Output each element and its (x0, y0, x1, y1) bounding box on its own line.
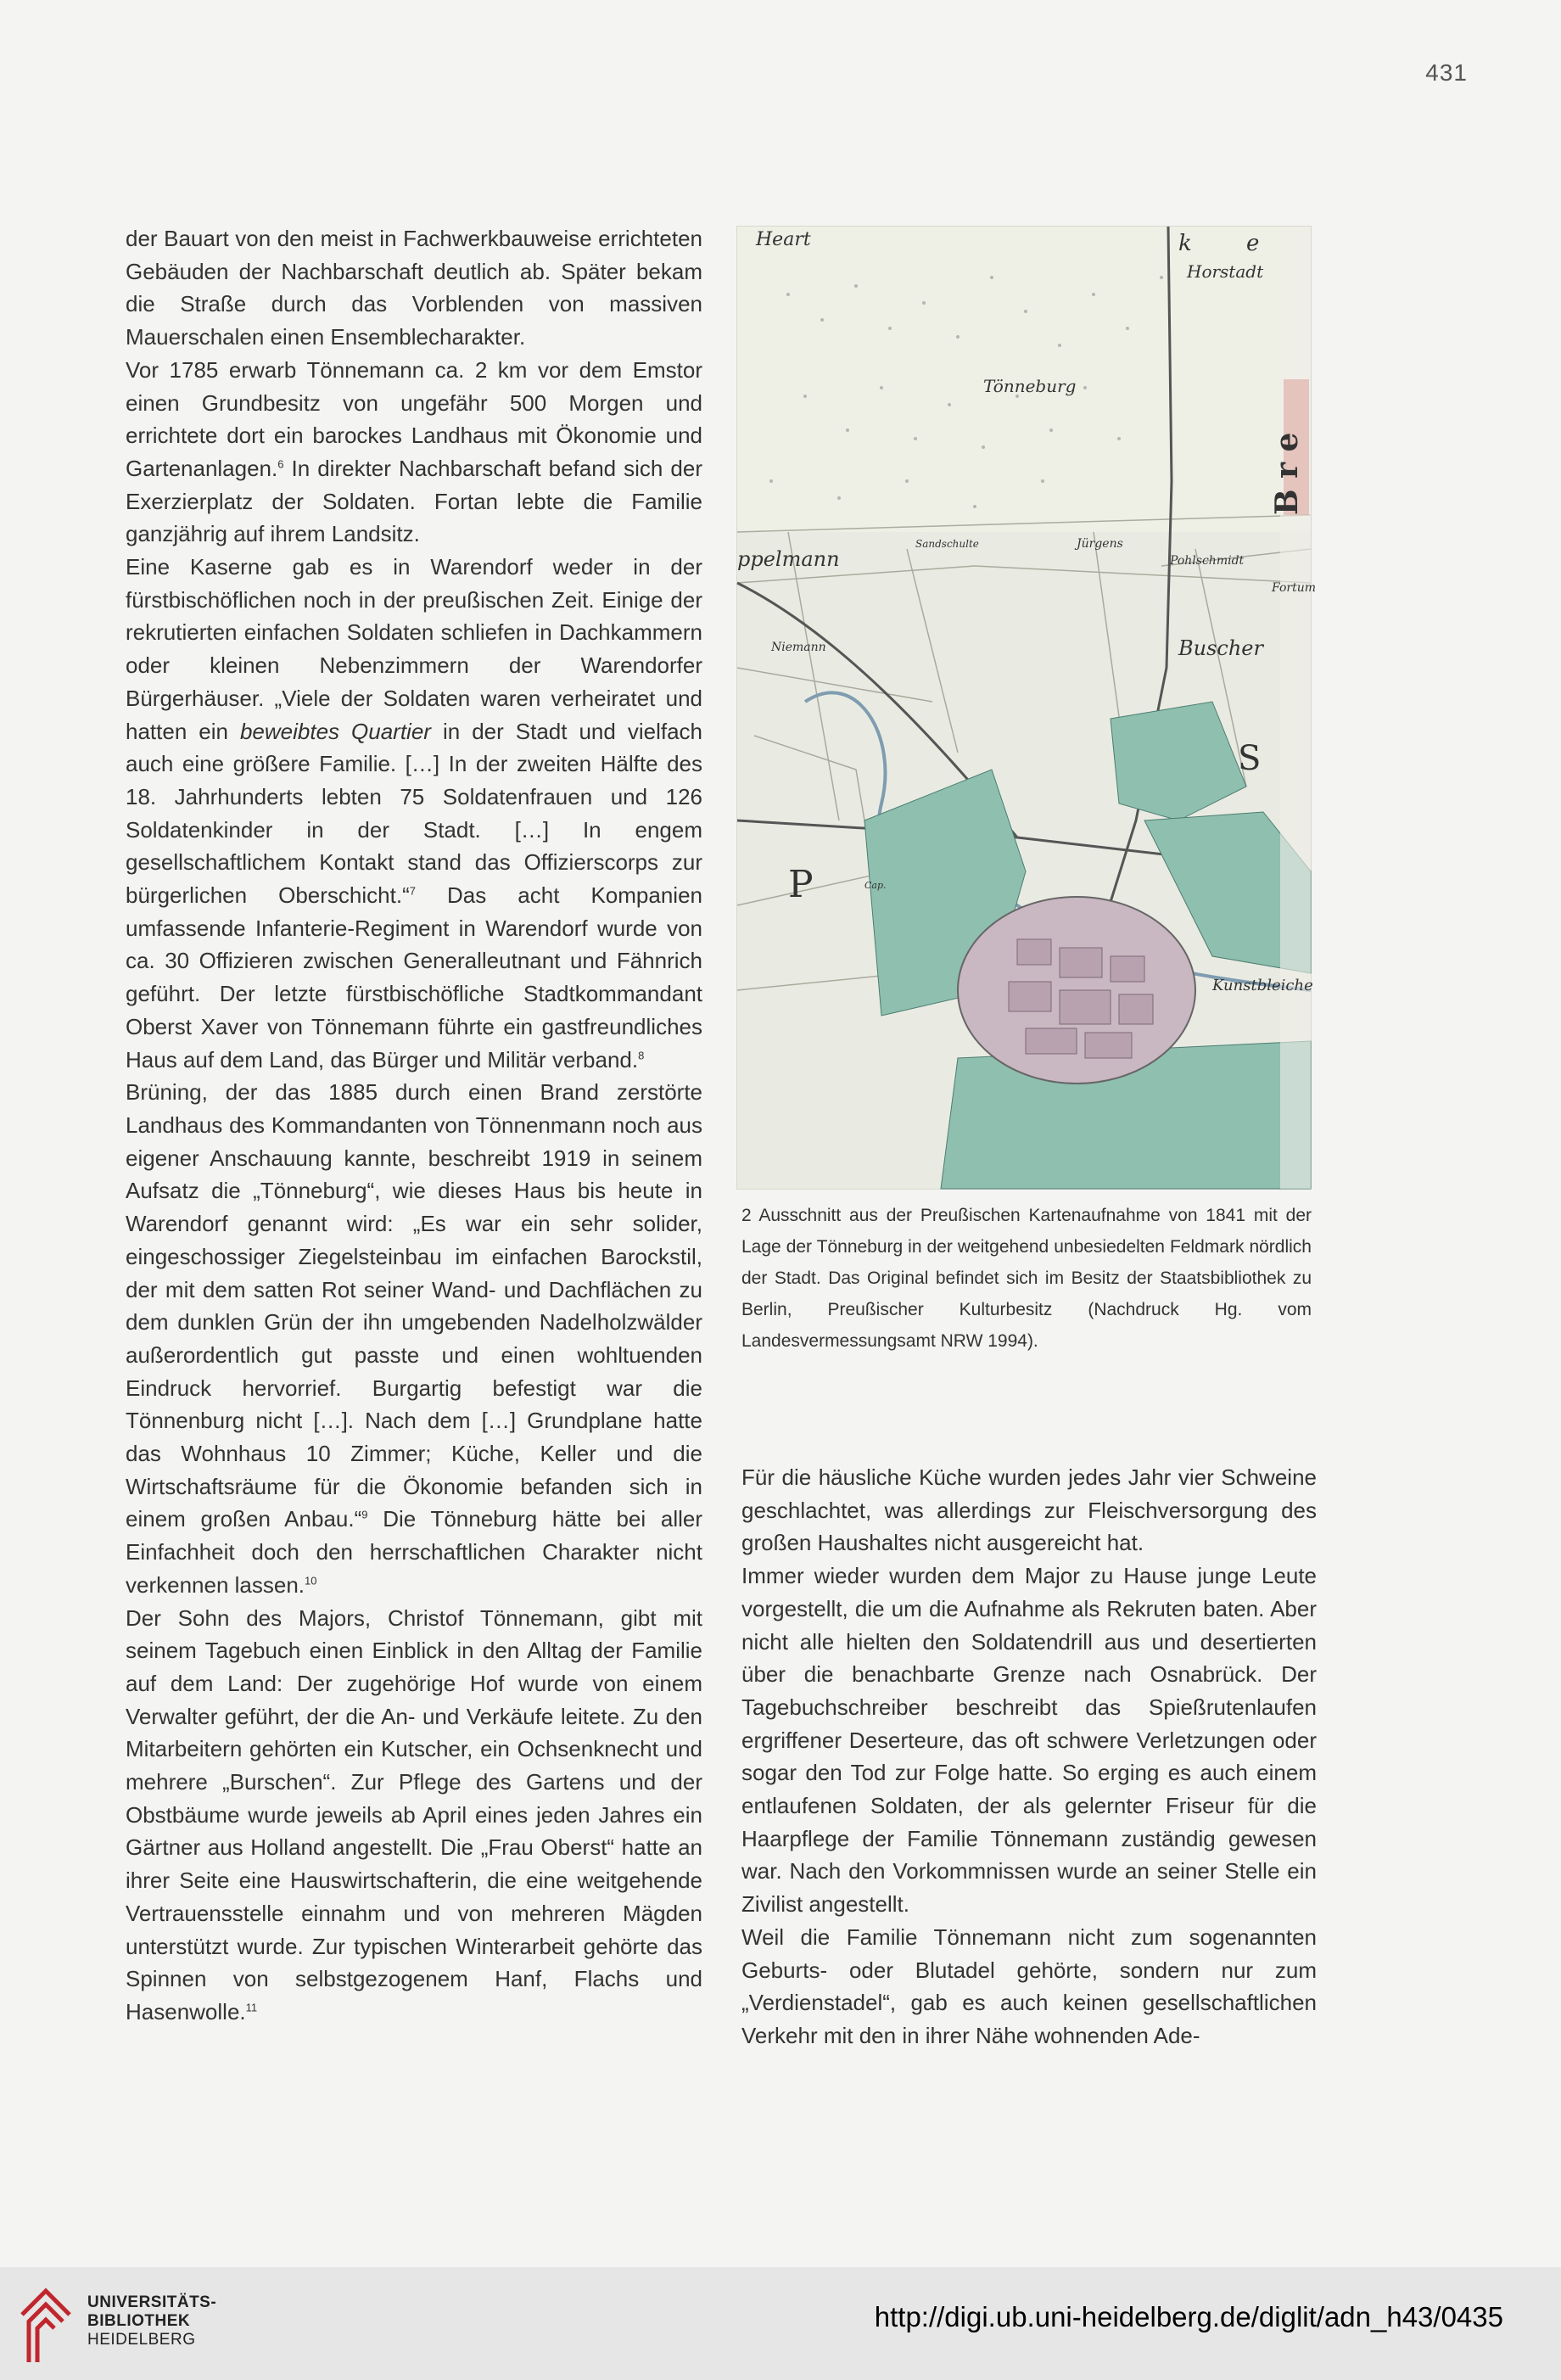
text: Die Tönneburg hätte bei aller Einfachheit doch den herrschaftlichen Charakter nicht verkennen lassen. (126, 1506, 702, 1598)
paragraph (126, 1076, 702, 1601)
library-name (87, 2293, 216, 2349)
map-image (737, 227, 1316, 1189)
text: in der Stadt und vielfach auch eine größere Familie. […] In der zweiten Hälfte des 18. Jahrhunderts lebten 75 Soldatenfrauen und 126 Soldatenkinder in der Stadt. […] In engem gesellschaftlichem Kontakt stand das Offizierscorps zur bürgerlichen Oberschicht.“ (126, 718, 702, 909)
footnote-ref[interactable]: 8 (638, 1048, 645, 1061)
footnote-ref[interactable]: 9 (361, 1508, 368, 1521)
map-label: e (1246, 231, 1260, 256)
emphasis-text: beweibtes Quartier (239, 718, 431, 744)
map-label: Sandschulte (915, 538, 979, 550)
library-name-line: UNIVERSITÄTS- (87, 2293, 217, 2311)
map-label: S (1238, 739, 1262, 778)
permalink-url[interactable]: http://digi.ub.uni-heidelberg.de/diglit/adn_h43/0435 (874, 2301, 1503, 2332)
map-label: Heart (756, 229, 811, 250)
map-label: Horstadt (1187, 261, 1264, 282)
map-label: P (788, 863, 814, 906)
footnote-ref[interactable]: 11 (245, 2001, 258, 2014)
paragraph (126, 354, 702, 551)
page-number: 431 (1425, 59, 1468, 86)
text: Brüning, der das 1885 durch einen Brand zerstörte Landhaus des Kommandanten von Tönnenmann noch aus eigener Anschauung kannte, beschreibt 1919 in seinem Aufsatz die „Tönneburg“, wie dieses Haus bis heute in Warendorf genannt wird: „Es war ein sehr solider, eingeschossiger Ziegelsteinbau im einfachen Barockstil, der mit dem satten Rot seiner Wand- und Dachflächen zu dem dunklen Grün der ihn umgebenden Nadelholzwälder außerordentlich gut passte und einen wohltuenden Eindruck hervorrief. Burgartig befestigt war die Tönnenburg nicht […]. Nach dem […] Grundplane hatte das Wohnhaus 10 Zimmer; Küche, Keller und die Wirtschaftsräume für die Ökonomie befanden sich in einem großen Anbau.“ (126, 1079, 702, 1532)
library-name-line: HEIDELBERG (87, 2331, 196, 2349)
right-column (741, 1461, 1317, 2052)
map-label: Jürgens (1077, 537, 1123, 551)
text: Der Sohn des Majors, Christof Tönnemann, gibt mit seinem Tagebuch einen Einblick in den Alltag der Familie auf dem Land: Der zugehörige Hof wurde von einem Verwalter geführt, der die An- und Verkäufe leitete. Zu den Mitarbeitern gehörten ein Kutscher, ein Ochsenknecht und mehrere „Burschen“. Zur Pflege des Gartens und der Obstbäume wurde jeweils ab April eines jeden Jahres ein Gärtner aus Holland angestellt. Die „Frau Oberst“ hatte an ihrer Seite eine Hauswirtschafterin, die eine weitgehende Vertrauensstelle einnahm und von mehreren Mägden unterstützt wurde. Zur typischen Winterarbeit gehörte das Spinnen von selbstgezogenem Hanf, Flachs und Hasenwolle. (126, 1604, 702, 2024)
paragraph (126, 551, 702, 1076)
text: Vor 1785 erwarb Tönnemann ca. 2 km vor dem Emstor einen Grundbesitz von ungefähr 500 Morgen und errichtete dort ein barockes Landhaus mit Ökonomie und Gartenanlagen. (126, 356, 702, 481)
footnote-ref[interactable]: 7 (409, 884, 416, 898)
map-label: k (1178, 231, 1192, 256)
left-column (126, 222, 702, 2029)
historic-map-figure (736, 226, 1316, 1190)
map-label: Niemann (771, 641, 826, 654)
paragraph: Immer wieder wurden dem Major zu Hause junge Leute vorgestellt, die um die Aufnahme als Rekruten baten. Aber nicht alle hielten den Soldatendrill aus und desertierten über die benachbarte Grenze nach Osnabrück. Der Tagebuchschreiber beschreibt das Spießrutenlaufen ergriffener Deserteure, das oft schwere Verletzungen oder sogar den Tod zur Folge hatte. So erging es auch einem entlaufenen Soldaten, der als gelernter Friseur für die Haarpflege der Familie Tönnemann zuständig gewesen war. Nach den Vorkommnissen wurde an seiner Stelle ein Zivilist angestellt. (741, 1563, 1317, 1918)
map-label: Cap. (864, 880, 887, 891)
paragraph: Weil die Familie Tönnemann nicht zum sogenannten Geburts- oder Blutadel gehörte, sondern nur zum „Verdienstadel“, gab es auch keinen gesellschaftlichen Verkehr mit den in ihrer Nähe wohnenden Ade- (741, 1924, 1317, 2048)
paragraph: Für die häusliche Küche wurden jedes Jahr vier Schweine geschlachtet, was allerdings zur Fleischversorgung des großen Haushaltes nicht ausgereicht hat. (741, 1464, 1317, 1556)
text: In direkter Nachbarschaft befand sich der Exerzierplatz der Soldaten. Fortan lebte die Familie ganzjährig auf ihrem Landsitz. (126, 455, 702, 547)
figure-caption: 2 Ausschnitt aus der Preußischen Kartenaufnahme von 1841 mit der Lage der Tönneburg in der weitgehend unbesiedelten Feldmark nördlich der Stadt. Das Original befindet sich im Besitz der Staatsbibliothek zu Berlin, Preußischer Kulturbesitz (Nachdruck Hg. vom Landesvermessungsamt NRW 1994). (741, 1206, 1312, 1351)
map-label: Fortum (1272, 581, 1316, 595)
footnote-ref[interactable]: 6 (277, 457, 284, 471)
paragraph: der Bauart von den meist in Fachwerkbauweise errichteten Gebäuden der Nachbarschaft deutlich ab. Später bekam die Straße durch das Vorblenden von massiven Mauerschalen einen Ensemblecharakter. (126, 226, 702, 350)
map-label: B r e (1269, 432, 1305, 515)
footnote-ref[interactable]: 10 (305, 1574, 317, 1588)
library-name-line: BIBLIOTHEK (87, 2312, 191, 2330)
map-label: Buscher (1178, 636, 1263, 660)
ub-heidelberg-logo-icon (19, 2281, 76, 2366)
map-label: Pohlschmidt (1170, 554, 1245, 568)
paragraph (126, 1602, 702, 2029)
map-label: ppelmann (737, 547, 840, 571)
text: Das acht Kompanien umfassende Infanterie-Regiment in Warendorf wurde von ca. 30 Offizieren zwischen Generalleutnant und Fähnrich geführt. Der letzte fürstbischöfliche Stadtkommandant Oberst Xaver von Tönnemann führte ein gastfreundliches Haus auf dem Land, das Bürger und Militär verband. (126, 882, 702, 1072)
map-label: Tönneburg (983, 376, 1077, 396)
map-label: Kunstbleiche (1212, 977, 1313, 994)
text: Eine Kaserne gab es in Warendorf weder in der fürstbischöflichen noch in der preußischen Zeit. Einige der rekrutierten einfachen Soldaten schliefen in Dachkammern oder kleinen Nebenzimmern der Warendorfer Bürgerhäuser. „Viele der Soldaten waren verheiratet und hatten ein (126, 554, 702, 744)
